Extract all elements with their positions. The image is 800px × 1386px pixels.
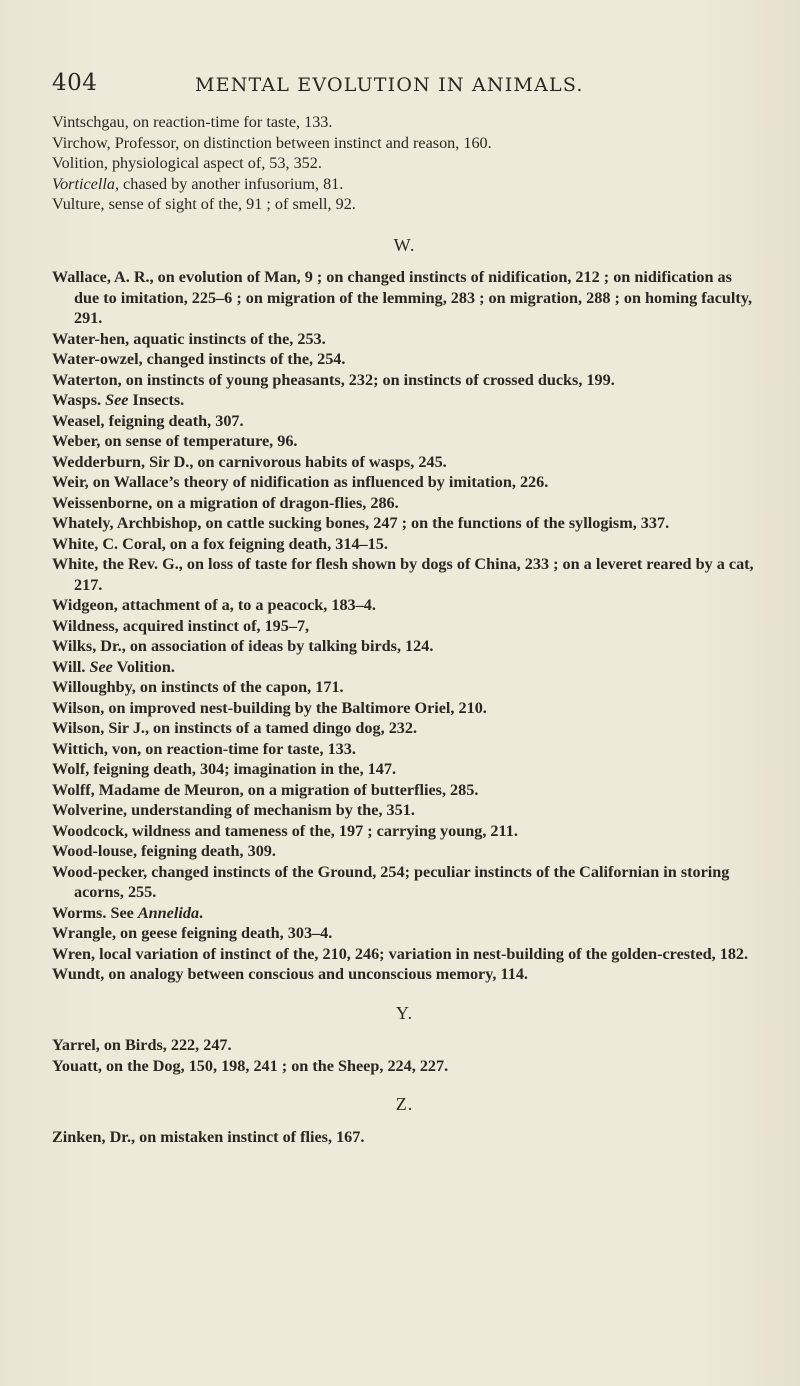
index-entry — [52, 964, 757, 985]
index-entry — [52, 636, 757, 657]
index-entry — [52, 718, 757, 739]
index-entry-text: Vintschgau, on reaction-time for taste, 133. — [52, 113, 333, 131]
index-entry — [52, 554, 757, 595]
index-entry-text: Wilson, Sir J., on instincts of a tamed dingo dog, 232. — [52, 719, 418, 737]
running-title: MENTAL EVOLUTION IN ANIMALS. — [195, 74, 584, 96]
index-entry-text: Wood-louse, feigning death, 309. — [52, 842, 276, 860]
index-entry — [52, 194, 757, 215]
index-entry — [52, 431, 757, 452]
index-entry-text: Water-hen, aquatic instincts of the, 253. — [52, 329, 326, 348]
index-entry-pre: Worms. See — [52, 903, 138, 922]
index-entry — [52, 493, 757, 514]
index-entry — [52, 821, 757, 842]
index-section-y — [52, 1035, 757, 1076]
index-entry-text: Wittich, von, on reaction-time for taste, 133. — [52, 739, 356, 758]
index-entry — [52, 452, 757, 473]
index-entry — [52, 390, 757, 411]
index-entry — [52, 780, 757, 801]
index-entry — [52, 944, 757, 965]
index-entry-text: . — [199, 903, 204, 922]
index-entry-text: Virchow, Professor, on distinction between instinct and reason, 160. — [52, 133, 492, 152]
index-entry — [52, 174, 757, 195]
index-entry-text: Zinken, Dr., on mistaken instinct of flies, 167. — [52, 1127, 365, 1146]
index-entry-text: Whately, Archbishop, on cattle sucking bones, 247 ; on the functions of the syllogism, 337. — [52, 514, 670, 532]
index-entry — [52, 841, 757, 862]
index-entry — [52, 677, 757, 698]
index-entry-text: Vulture, sense of sight of the, 91 ; of smell, 92. — [52, 195, 356, 213]
index-entry-text: Waterton, on instincts of young pheasants, 232; on instincts of crossed ducks, 199. — [52, 370, 615, 389]
index-entry — [52, 1035, 757, 1056]
index-entry-text: Woodcock, wildness and tameness of the, 197 ; carrying young, 211. — [52, 821, 518, 840]
index-entry — [52, 862, 757, 903]
index-entry-text: Insects. — [128, 391, 185, 409]
index-entry-text: Willoughby, on instincts of the capon, 171. — [52, 678, 344, 696]
index-entry — [52, 657, 757, 678]
index-entry-text: Wilson, on improved nest-building by the Baltimore Oriel, 210. — [52, 698, 487, 717]
index-entry-ital: Vorticella — [52, 174, 115, 193]
index-entry-text: Wildness, acquired instinct of, 195–7, — [52, 616, 310, 635]
index-body — [52, 112, 757, 1147]
index-entry — [52, 349, 757, 370]
index-entry-text: Wilks, Dr., on association of ideas by talking birds, 124. — [52, 637, 434, 655]
index-entry-ital: See — [89, 657, 113, 676]
index-entry-text: Weasel, feigning death, 307. — [52, 411, 244, 430]
index-entry — [52, 800, 757, 821]
index-entry — [52, 112, 757, 133]
index-entry — [52, 370, 757, 391]
index-entry-text: , chased by another infusorium, 81. — [114, 174, 344, 193]
index-entry-text: Volition. — [112, 657, 175, 676]
index-entry-text: Widgeon, attachment of a, to a peacock, 183–4. — [52, 596, 376, 614]
index-entry-text: Youatt, on the Dog, 150, 198, 241 ; on the Sheep, 224, 227. — [52, 1056, 449, 1075]
index-entry — [52, 133, 757, 154]
index-entry-ital: Annelida — [137, 903, 200, 922]
index-entry-text: Weissenborne, on a migration of dragon-flies, 286. — [52, 493, 399, 512]
index-entry — [52, 903, 757, 924]
index-entry — [52, 698, 757, 719]
index-entry-text: Wallace, A. R., on evolution of Man, 9 ; on changed instincts of nidification, 212 ; on nidification as due to imitation, 225–6 ; on migration of the lemming, 283 ; on migration, 288 ; on homing faculty, 291. — [52, 268, 753, 327]
index-entry-text: White, C. Coral, on a fox feigning death, 314–15. — [52, 534, 388, 553]
index-entry — [52, 923, 757, 944]
index-entry — [52, 1127, 757, 1148]
index-entry-text: Water-owzel, changed instincts of the, 254. — [52, 350, 346, 368]
index-entry-text: Wrangle, on geese feigning death, 303–4. — [52, 924, 333, 942]
index-entry-text: Wundt, on analogy between conscious and unconscious memory, 114. — [52, 965, 528, 983]
page-number: 404 — [52, 70, 98, 96]
index-entry — [52, 472, 757, 493]
index-entry-ital: See — [105, 391, 129, 409]
index-entry-pre: Wasps. — [52, 391, 106, 409]
index-entry-text: White, the Rev. G., on loss of taste for flesh shown by dogs of China, 233 ; on a leveret reared by a cat, 217. — [52, 555, 754, 594]
index-entry-text: Wren, local variation of instinct of the, 210, 246; variation in nest-building of the golden-crested, 182. — [52, 944, 749, 963]
index-entry — [52, 616, 757, 637]
index-entry — [52, 513, 757, 534]
index-section-v — [52, 112, 757, 215]
index-entry-text: Wolf, feigning death, 304; imagination in the, 147. — [52, 760, 397, 778]
section-heading-z: Z. — [395, 1094, 414, 1114]
index-entry-text: Wolverine, understanding of mechanism by the, 351. — [52, 801, 415, 819]
index-entry-text: Volition, physiological aspect of, 53, 352. — [52, 154, 322, 172]
index-entry — [52, 267, 757, 329]
index-entry — [52, 739, 757, 760]
index-entry — [52, 153, 757, 174]
index-entry — [52, 595, 757, 616]
section-heading-w: W. — [393, 234, 416, 255]
index-entry — [52, 411, 757, 432]
page-header — [52, 70, 752, 104]
index-entry-text: Wolff, Madame de Meuron, on a migration of butterflies, 285. — [52, 780, 479, 799]
index-section-z — [52, 1127, 757, 1148]
index-entry-text: Weir, on Wallace’s theory of nidification as influenced by imitation, 226. — [52, 473, 549, 491]
index-entry-pre: Will. — [52, 657, 90, 676]
index-section-w — [52, 267, 757, 985]
index-entry — [52, 1056, 757, 1077]
index-entry — [52, 329, 757, 350]
index-entry — [52, 534, 757, 555]
section-heading-y: Y. — [395, 1002, 414, 1023]
index-entry-text: Wedderburn, Sir D., on carnivorous habits of wasps, 245. — [52, 452, 447, 471]
index-entry — [52, 759, 757, 780]
index-entry-text: Weber, on sense of temperature, 96. — [52, 432, 298, 450]
index-entry-text: Wood-pecker, changed instincts of the Ground, 254; peculiar instincts of the Californian in storing acorns, 255. — [52, 862, 730, 901]
index-entry-text: Yarrel, on Birds, 222, 247. — [52, 1036, 232, 1054]
